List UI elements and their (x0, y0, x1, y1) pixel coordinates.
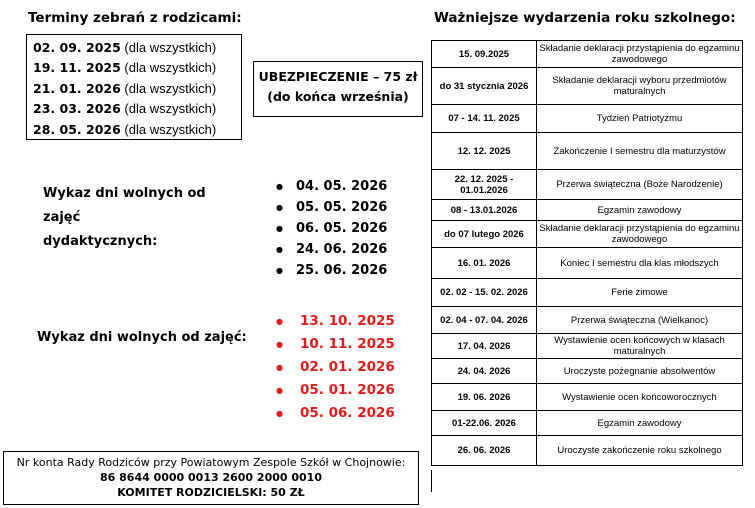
table-row (432, 334, 743, 359)
event-name: Wystawienie ocen końcowych w klasach maturalnych (537, 334, 743, 359)
meeting-row (33, 99, 241, 119)
meeting-row (33, 120, 241, 140)
meeting-date: 23. 03. 2026 (33, 101, 121, 117)
meeting-date: 19. 11. 2025 (33, 60, 121, 76)
meeting-note: (dla wszystkich) (124, 101, 217, 117)
meeting-date: 21. 01. 2026 (33, 80, 121, 96)
account-box (3, 451, 419, 505)
list-item: ● 05. 05. 2026 (276, 197, 387, 218)
event-date: do 31 stycznia 2026 (432, 68, 537, 105)
free-days-title: Wykaz dni wolnych od zajęć: (37, 330, 247, 345)
event-name: Składanie deklaracji przystąpienia do egzaminu zawodowego (537, 221, 743, 248)
insurance-box (253, 61, 423, 117)
event-date: 15. 09.2025 (432, 41, 537, 68)
table-edge-line (431, 470, 432, 492)
list-item: ● 13. 10. 2025 (276, 310, 395, 333)
meeting-note: (dla wszystkich) (124, 40, 217, 55)
table-row (432, 221, 743, 248)
list-item: ● 02. 01. 2026 (276, 356, 395, 379)
meeting-row (33, 58, 241, 78)
table-row (432, 41, 743, 68)
list-item: ● 04. 05. 2026 (276, 176, 387, 197)
event-name: Egzamin zawodowy (537, 200, 743, 221)
event-date: 17. 04. 2026 (432, 334, 537, 359)
table-row (432, 359, 743, 384)
event-date: do 07 lutego 2026 (432, 221, 537, 248)
events-table (431, 40, 743, 466)
meeting-row (33, 38, 241, 58)
table-row (432, 248, 743, 279)
table-row (432, 200, 743, 221)
event-name: Składanie deklaracji wyboru przedmiotów maturalnych (537, 68, 743, 105)
free-days-list (276, 310, 395, 425)
meetings-box (26, 34, 242, 140)
event-name: Zakończenie I semestru dla maturzystów (537, 133, 743, 170)
meeting-row (33, 79, 241, 99)
list-item: ● 05. 01. 2026 (276, 379, 395, 402)
table-row (432, 307, 743, 334)
event-name: Przerwa świąteczna (Boże Narodzenie) (537, 170, 743, 200)
list-item: ● 06. 05. 2026 (276, 218, 387, 239)
event-name: Uroczyste zakończenie roku szkolnego (537, 436, 743, 466)
list-item: ● 25. 06. 2026 (276, 260, 387, 281)
account-number: 86 8644 0000 0013 2600 2000 0010 (100, 471, 322, 484)
table-row (432, 170, 743, 200)
table-row (432, 279, 743, 307)
meeting-date: 28. 05. 2026 (33, 121, 121, 137)
free-days-didactic-list (276, 176, 387, 281)
event-name: Uroczyste pożegnanie absolwentów (537, 359, 743, 384)
event-date: 24. 04. 2026 (432, 359, 537, 384)
table-row (432, 105, 743, 133)
meeting-note: (dla wszystkich) (124, 60, 217, 76)
event-date: 02. 04 - 07. 04. 2026 (432, 307, 537, 334)
table-row (432, 133, 743, 170)
event-date: 12. 12. 2025 (432, 133, 537, 170)
event-name: Składanie deklaracji przystąpienia do egzaminu zawodowego (537, 41, 743, 68)
meeting-note: (dla wszystkich) (124, 121, 217, 137)
event-date: 19. 06. 2026 (432, 384, 537, 411)
meeting-note: (dla wszystkich) (124, 80, 217, 96)
free-days-didactic-title-line1: Wykaz dni wolnych od zajęć (43, 186, 206, 225)
event-name: Przerwa świąteczna (Wielkanoc) (537, 307, 743, 334)
committee-fee: KOMITET RODZICIELSKI: 50 ZŁ (117, 486, 305, 499)
event-date: 02. 02 - 15. 02. 2026 (432, 279, 537, 307)
event-date: 26. 06. 2026 (432, 436, 537, 466)
event-date: 01-22.06. 2026 (432, 411, 537, 436)
meetings-title: Terminy zebrań z rodzicami: (28, 10, 242, 26)
free-days-didactic-title (43, 182, 243, 254)
list-item: ● 24. 06. 2026 (276, 239, 387, 260)
list-item: ● 10. 11. 2025 (276, 333, 395, 356)
table-row (432, 384, 743, 411)
meeting-date: 02. 09. 2025 (33, 40, 121, 55)
insurance-amount: UBEZPIECZENIE – 75 zł (258, 69, 418, 84)
insurance-deadline: (do końca września) (267, 89, 409, 104)
event-name: Tydzień Patriotyzmu (537, 105, 743, 133)
free-days-didactic-title-line2: dydaktycznych: (43, 234, 158, 249)
events-title: Ważniejsze wydarzenia roku szkolnego: (434, 10, 736, 26)
list-item: ● 05. 06. 2026 (276, 402, 395, 425)
event-date: 08 - 13.01.2026 (432, 200, 537, 221)
event-date: 16. 01. 2026 (432, 248, 537, 279)
event-name: Egzamin zawodowy (537, 411, 743, 436)
table-row (432, 436, 743, 466)
event-name: Koniec I semestru dla klas młodszych (537, 248, 743, 279)
account-label: Nr konta Rady Rodziców przy Powiatowym Zespole Szkół w Chojnowie: (16, 456, 406, 469)
event-date: 07 - 14. 11. 2025 (432, 105, 537, 133)
event-name: Ferie zimowe (537, 279, 743, 307)
table-row (432, 68, 743, 105)
event-name: Wystawienie ocen końcoworocznych (537, 384, 743, 411)
table-row (432, 411, 743, 436)
event-date: 22. 12. 2025 - 01.01.2026 (432, 170, 537, 200)
